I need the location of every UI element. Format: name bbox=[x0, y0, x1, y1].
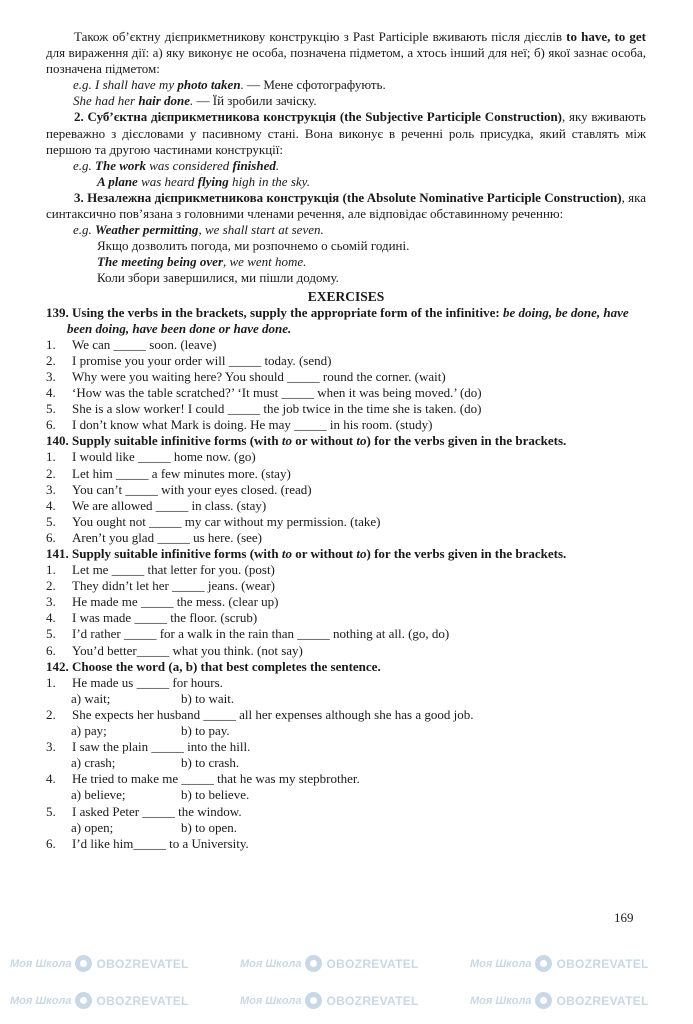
example-line bbox=[46, 174, 646, 190]
exercise-item bbox=[46, 675, 646, 691]
item-text: He made us _____ for hours. bbox=[72, 674, 223, 690]
text-run: Також об’єктну дієприкметникову конструкцію з Past Participle вживають після дієслів bbox=[74, 29, 567, 44]
watermark bbox=[240, 992, 419, 1009]
watermark bbox=[470, 992, 649, 1009]
item-number: 5. bbox=[46, 513, 56, 529]
text-run: finished bbox=[232, 157, 276, 173]
watermark-school-text: Моя Школа bbox=[470, 957, 532, 970]
watermark-school-text: Моя Школа bbox=[470, 994, 532, 1007]
item-number: 4. bbox=[46, 497, 56, 513]
watermark-logo-icon bbox=[535, 955, 552, 972]
exercise-item bbox=[46, 578, 646, 594]
watermark-logo-icon bbox=[535, 992, 552, 1009]
item-number: 1. bbox=[46, 449, 56, 465]
option-a: a) wait; bbox=[71, 690, 111, 706]
text-run: be doing, be done, have been doing, have been done or have done. bbox=[67, 304, 629, 336]
exercise-heading bbox=[46, 546, 646, 562]
watermark-brand-text: OBOZREVATEL bbox=[326, 956, 419, 971]
exercise-heading bbox=[46, 659, 646, 675]
example-line bbox=[46, 158, 646, 174]
item-number: 5. bbox=[46, 401, 56, 417]
text-run: Weather permitting bbox=[95, 222, 199, 238]
item-number: 2. bbox=[46, 578, 56, 594]
watermark-logo-icon bbox=[75, 955, 92, 972]
exercise-item bbox=[46, 466, 646, 482]
text-run: e.g. bbox=[73, 157, 96, 173]
item-text: We are allowed _____ in class. (stay) bbox=[72, 497, 267, 513]
exercise-item bbox=[46, 643, 646, 659]
text-run: to have, to get bbox=[566, 29, 646, 44]
paragraph bbox=[46, 190, 646, 222]
text-run: to bbox=[356, 433, 367, 449]
item-text: You ought not _____ my car without my permission. (take) bbox=[72, 513, 381, 529]
item-number: 2. bbox=[46, 706, 56, 722]
item-text: He made me _____ the mess. (clear up) bbox=[72, 594, 279, 610]
answer-options bbox=[46, 820, 646, 836]
exercise-item bbox=[46, 353, 646, 369]
option-b: b) to crash. bbox=[181, 755, 240, 771]
item-number: 1. bbox=[46, 562, 56, 578]
item-number: 3. bbox=[46, 594, 56, 610]
exercise-item bbox=[46, 530, 646, 546]
item-number: 2. bbox=[46, 465, 56, 481]
exercise-item bbox=[46, 449, 646, 465]
exercise-item bbox=[46, 369, 646, 385]
text-run: : bbox=[495, 304, 503, 320]
watermark-logo-icon bbox=[75, 992, 92, 1009]
watermark-school-text: Моя Школа bbox=[240, 994, 302, 1007]
item-number: 3. bbox=[46, 739, 56, 755]
text-run: to bbox=[281, 546, 292, 561]
exercise-item bbox=[46, 739, 646, 755]
text-run: A plane bbox=[97, 173, 138, 189]
item-number: 3. bbox=[46, 368, 56, 384]
text-run: I shall have my bbox=[95, 77, 178, 93]
exercise-item bbox=[46, 836, 646, 852]
item-number: 6. bbox=[46, 529, 56, 545]
item-text: Let me _____ that letter for you. (post) bbox=[72, 562, 275, 578]
exercises-title: EXERCISES bbox=[307, 288, 385, 304]
exercise-item bbox=[46, 771, 646, 787]
text-run: or without bbox=[291, 433, 357, 449]
item-number: 5. bbox=[46, 626, 56, 642]
exercise-item bbox=[46, 626, 646, 642]
watermark-brand-text: OBOZREVATEL bbox=[96, 993, 189, 1008]
item-text: I don’t know what Mark is doing. He may _____ in his room. (study) bbox=[72, 417, 433, 433]
item-number: 2. bbox=[46, 352, 56, 368]
item-text: Let him _____ a few minutes more. (stay) bbox=[72, 465, 291, 481]
example-line bbox=[46, 77, 646, 93]
textbook-page bbox=[46, 29, 646, 852]
page-number: 169 bbox=[614, 910, 634, 925]
example-line bbox=[46, 238, 646, 254]
watermark-school-text: Моя Школа bbox=[10, 957, 72, 970]
exercise-item bbox=[46, 417, 646, 433]
text-run: flying bbox=[197, 173, 229, 189]
item-text: Aren’t you glad _____ us here. (see) bbox=[72, 529, 263, 545]
paragraph bbox=[46, 109, 646, 157]
text-run: high in the sky. bbox=[228, 173, 310, 189]
text-run: 2. Суб’єктна дієприкметникова конструкція (the Subjective Participle Construction) bbox=[74, 109, 562, 125]
item-text: I asked Peter _____ the window. bbox=[72, 803, 242, 819]
watermark bbox=[240, 955, 419, 972]
item-text: You’d better_____ what you think. (not say) bbox=[72, 642, 303, 658]
text-run: . bbox=[190, 93, 194, 109]
exercise-item bbox=[46, 562, 646, 578]
option-b: b) to believe. bbox=[181, 787, 250, 803]
item-number: 4. bbox=[46, 610, 56, 626]
answer-options bbox=[46, 723, 646, 739]
item-text: He tried to make me _____ that he was my stepbrother. bbox=[72, 771, 360, 787]
item-number: 5. bbox=[46, 803, 56, 819]
watermark-brand-text: OBOZREVATEL bbox=[96, 956, 189, 971]
text-run: She had her bbox=[73, 93, 139, 109]
item-text: I would like _____ home now. (go) bbox=[72, 449, 256, 465]
watermark-brand-text: OBOZREVATEL bbox=[556, 993, 649, 1008]
exercise-item bbox=[46, 401, 646, 417]
watermark-school-text: Моя Школа bbox=[240, 957, 302, 970]
option-a: a) pay; bbox=[71, 723, 107, 739]
paragraph bbox=[46, 29, 646, 77]
text-run: hair done bbox=[138, 93, 191, 109]
theory-section bbox=[46, 29, 646, 287]
exercise-item bbox=[46, 514, 646, 530]
exercise-item bbox=[46, 482, 646, 498]
item-text: I saw the plain _____ into the hill. bbox=[72, 739, 251, 755]
text-run: to bbox=[281, 433, 292, 449]
text-run: Коли збори завершилися, ми пішли додому. bbox=[97, 270, 339, 286]
item-text: She expects her husband _____ all her expenses although she has a good job. bbox=[72, 706, 474, 722]
watermark bbox=[10, 955, 189, 972]
text-run: was considered bbox=[145, 157, 233, 173]
text-run: ) for the verbs given in the brackets. bbox=[366, 546, 567, 561]
item-text: We can _____ soon. (leave) bbox=[72, 336, 217, 352]
exercise-item bbox=[46, 498, 646, 514]
text-run: 139. Using the verbs in the brackets, supply the appropriate form of the infinitive bbox=[46, 304, 496, 320]
exercise-item bbox=[46, 594, 646, 610]
text-run: , we went home. bbox=[223, 254, 307, 270]
text-run: was heard bbox=[137, 173, 198, 189]
item-text: You can’t _____ with your eyes closed. (read) bbox=[72, 481, 312, 497]
item-text: They didn’t let her _____ jeans. (wear) bbox=[72, 578, 275, 594]
item-number: 1. bbox=[46, 336, 56, 352]
watermark-brand-text: OBOZREVATEL bbox=[326, 993, 419, 1008]
text-run: , we shall start at seven. bbox=[198, 222, 324, 238]
watermark bbox=[10, 992, 189, 1009]
item-number: 6. bbox=[46, 642, 56, 658]
text-run: or without bbox=[291, 546, 357, 561]
answer-options bbox=[46, 787, 646, 803]
item-text: Why were you waiting here? You should _____ round the corner. (wait) bbox=[72, 368, 446, 384]
option-b: b) to pay. bbox=[181, 723, 230, 739]
item-number: 6. bbox=[46, 417, 56, 433]
text-run: photo taken bbox=[177, 77, 241, 93]
text-run: . bbox=[240, 77, 244, 93]
exercises-section bbox=[46, 305, 646, 852]
text-run: — Їй зробили зачіску. bbox=[193, 93, 317, 109]
item-text: I was made _____ the floor. (scrub) bbox=[72, 610, 258, 626]
exercise-item bbox=[46, 385, 646, 401]
watermark-brand-text: OBOZREVATEL bbox=[556, 956, 649, 971]
answer-options bbox=[46, 691, 646, 707]
text-run: ) for the verbs given in the brackets. bbox=[366, 433, 567, 449]
option-a: a) crash; bbox=[71, 755, 116, 771]
text-run: , яку вживають переважно з дієсловами у пасивному стані. Вона виконує в реченні роль присудка, який ставлять між першою та другою частинами конструкції: bbox=[46, 109, 646, 157]
text-run: — Мене сфотографують. bbox=[243, 77, 386, 93]
item-number: 3. bbox=[46, 481, 56, 497]
item-number: 1. bbox=[46, 674, 56, 690]
item-text: ‘How was the table scratched?’ ‘It must _____ when it was being moved.’ (do) bbox=[72, 385, 482, 401]
exercise-item bbox=[46, 707, 646, 723]
text-run: для вираження дії: а) яку виконує не особа, позначена підметом, а хтось інший для неї; б) якої зазнає особа, позначена підметом: bbox=[46, 45, 646, 77]
item-text: I’d rather _____ for a walk in the rain than _____ nothing at all. (go, do) bbox=[72, 626, 450, 642]
option-b: b) to wait. bbox=[181, 690, 235, 706]
example-line bbox=[46, 254, 646, 270]
text-run: 141. Supply suitable infinitive forms (with bbox=[46, 546, 282, 561]
exercise-heading bbox=[46, 433, 646, 449]
watermark-school-text: Моя Школа bbox=[10, 994, 72, 1007]
example-line bbox=[46, 93, 646, 109]
watermark bbox=[470, 955, 649, 972]
watermark-logo-icon bbox=[305, 992, 322, 1009]
exercise-item bbox=[46, 804, 646, 820]
text-run: The meeting being over bbox=[97, 254, 224, 270]
text-run: 140. Supply suitable infinitive forms (with bbox=[46, 433, 282, 449]
item-number: 4. bbox=[46, 771, 56, 787]
option-b: b) to open. bbox=[181, 819, 237, 835]
item-text: I promise you your order will _____ today. (send) bbox=[72, 352, 332, 368]
item-number: 6. bbox=[46, 835, 56, 851]
item-text: She is a slow worker! I could _____ the job twice in the time she is taken. (do) bbox=[72, 401, 482, 417]
text-run: e.g. bbox=[73, 77, 96, 93]
answer-options bbox=[46, 755, 646, 771]
option-a: a) open; bbox=[71, 819, 114, 835]
exercise-item bbox=[46, 337, 646, 353]
exercise-heading bbox=[46, 305, 646, 337]
text-run: Якщо дозволить погода, ми розпочнемо о сьомій годині. bbox=[97, 238, 410, 254]
watermark-logo-icon bbox=[305, 955, 322, 972]
text-run: The work bbox=[95, 157, 146, 173]
option-a: a) believe; bbox=[71, 787, 126, 803]
text-run: . bbox=[275, 157, 280, 173]
example-line bbox=[46, 222, 646, 238]
example-line bbox=[46, 270, 646, 286]
text-run: to bbox=[356, 546, 367, 561]
text-run: 3. Незалежна дієприкметникова конструкція (the Absolute Nominative Participle Construction) bbox=[74, 189, 622, 205]
item-number: 4. bbox=[46, 385, 56, 401]
text-run: , яка синтаксично пов’язана з головними членами речення, але відповідає обставинному реченню: bbox=[46, 189, 646, 222]
text-run: 142. Choose the word (a, b) that best completes the sentence. bbox=[46, 658, 381, 674]
exercise-item bbox=[46, 610, 646, 626]
text-run: e.g. bbox=[73, 222, 96, 238]
item-text: I’d like him_____ to a University. bbox=[72, 835, 249, 851]
